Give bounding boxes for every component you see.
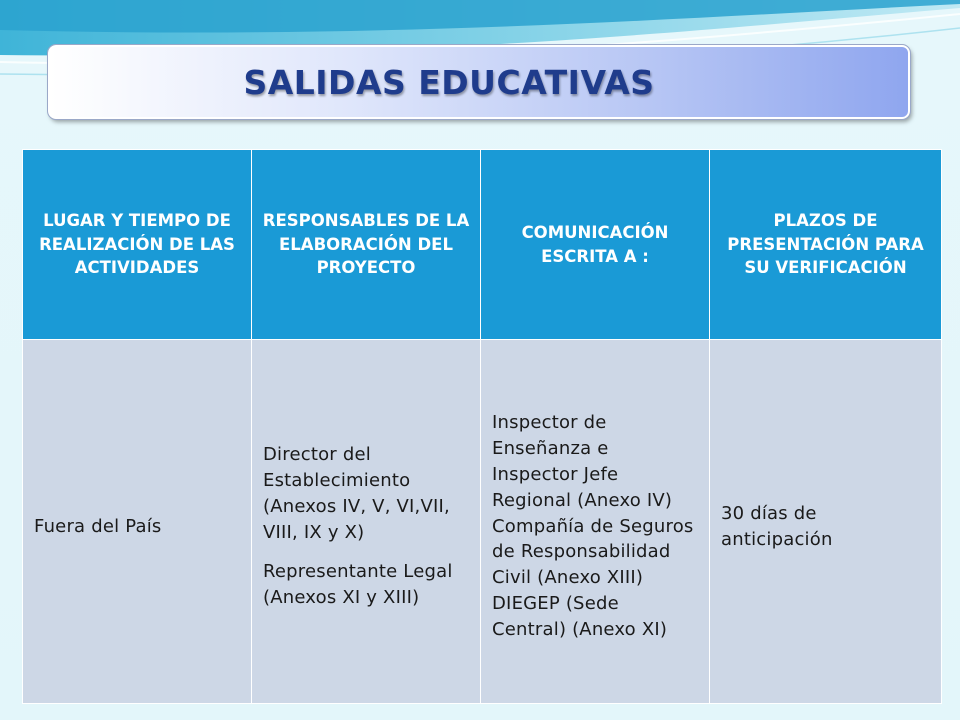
title-banner [48,45,910,119]
table-header-row [23,150,942,340]
comunicacion-diegep: DIEGEP (Sede Central) (Anexo XI) [492,593,668,641]
responsables-director: Director del Establecimiento (Anexos IV, V, VI,VII, VIII, IX y X) [263,443,450,543]
header-lugar-tiempo: LUGAR Y TIEMPO DE REALIZACIÓN DE LAS ACTIVIDADES [23,150,252,340]
activities-table [22,149,942,704]
lugar-text: Fuera del País [34,515,162,537]
header-responsables: RESPONSABLES DE LA ELABORACIÓN DEL PROYECTO [252,150,481,340]
page-title: SALIDAS EDUCATIVAS [243,62,655,102]
plazos-text: 30 días de anticipación [721,502,833,550]
comunicacion-inspector: Inspector de Enseñanza e Inspector Jefe Regional (Anexo IV) [492,411,673,511]
cell-comunicacion [481,340,710,704]
header-plazos: PLAZOS DE PRESENTACIÓN PARA SU VERIFICACIÓN [710,150,942,340]
cell-responsables [252,340,481,704]
cell-plazos [710,340,942,704]
comunicacion-seguros: Compañía de Seguros de Responsabilidad Civil (Anexo XIII) [492,515,694,589]
header-comunicacion: COMUNICACIÓN ESCRITA A : [481,150,710,340]
responsables-representante: Representante Legal (Anexos XI y XIII) [263,561,453,609]
cell-lugar [23,340,252,704]
table-row [23,340,942,704]
